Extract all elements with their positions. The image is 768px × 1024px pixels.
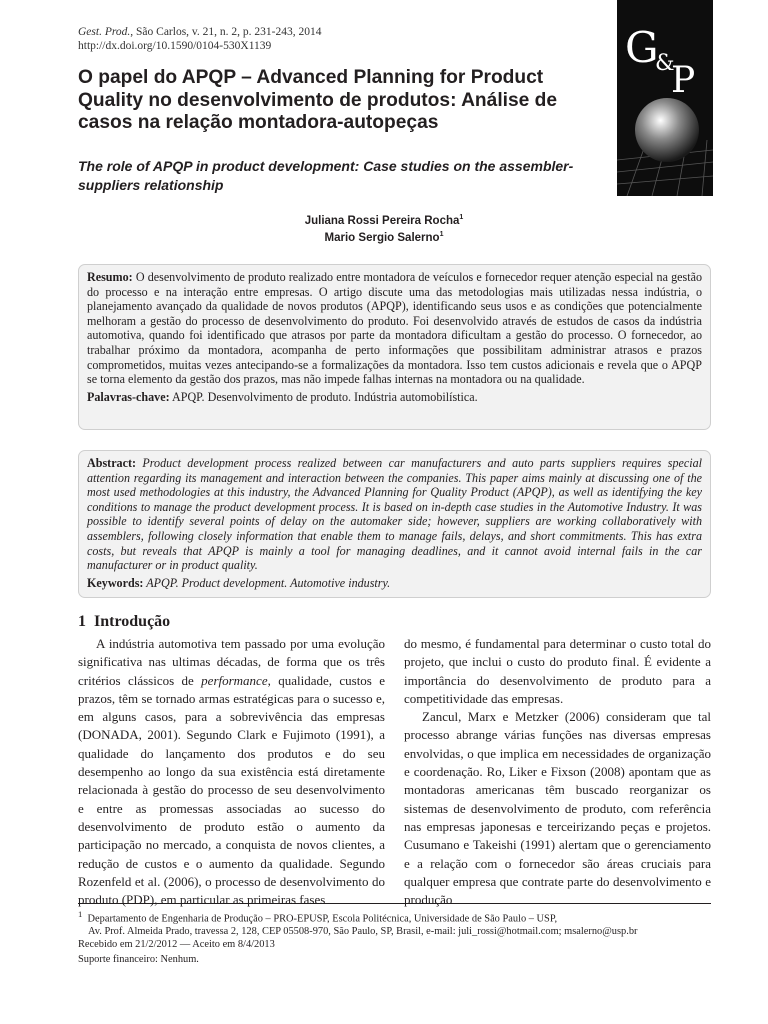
received-accepted-dates: Recebido em 21/2/2012 — Aceito em 8/4/2013	[78, 939, 275, 950]
abstract-label: Abstract:	[87, 456, 137, 470]
logo-letter-p: P	[671, 60, 696, 101]
logo-ampersand: &	[655, 51, 675, 76]
footnote-line-2: Av. Prof. Almeida Prado, travessa 2, 128, CEP 05508-970, São Paulo, SP, Brasil, e-mail: juli_rossi@hotmail.com; msalerno@usp.br	[88, 926, 638, 938]
logo-letter-g: G	[625, 23, 659, 72]
author-1	[0, 214, 768, 227]
resumo-box	[78, 264, 711, 430]
resumo-paragraph	[87, 270, 702, 387]
resumo-text: O desenvolvimento de produto realizado entre montadora de veículos e fornecedor requer atenção especial na gestão do processo e na interação entre empresas. O artigo discute uma das metodologias mais utilizadas nessa indústria, o planejamento avançado da qualidade de novos produtos (APQP), identificando seus usos e as condições que potencialmente melhoram a gestão do processo de desenvolvimento do produto. Foi desenvolvido através de estudos de casos da indústria automotiva, quando foi identificado que atrasos por parte da montadora dificultam a gestão do processo. O fornecedor, ao trabalhar próximo da montadora, acompanha de perto informações que possibilitam administrar atrasos e prazos comprometidos, muitas vezes antecipando-se a formalizações da montadora. Isso tem custos adicionais e revela que o APQP se torna elemento da gestão dos prazos, mas não impede falhas internas na montadora ou na qualidade.	[87, 270, 702, 387]
section-title: Introdução	[94, 613, 171, 630]
resumo-label: Resumo:	[87, 270, 133, 284]
abstract-box	[78, 450, 711, 598]
footnote-line-1-text: Departamento de Engenharia de Produção – PRO-EPUSP, Escola Politécnica, Universidade de São Paulo – USP,	[87, 913, 558, 925]
abstract-paragraph	[87, 456, 702, 573]
logo-sphere	[635, 98, 699, 162]
footnote-affiliation	[78, 908, 718, 939]
intro-paragraph-continued: do mesmo, é fundamental para determinar o custo total do projeto, que inclui o custo do produto final. É evidente a importância do desenvolvimento de produto para a competitividade das empresas.	[404, 636, 711, 706]
author-2	[0, 231, 768, 244]
footnote-marker: 1	[78, 909, 83, 919]
logo-graphic	[617, 0, 713, 196]
intro-paragraph-2: Zancul, Marx e Metzker (2006) consideram que tal processo abrange várias funções nas diversas empresas envolvidas, o que implica em necessidades de organização e coordenação. Ro, Liker e Fixson (2008) apontam que as montadoras americanas têm buscado reorganizar os sistemas de desenvolvimento de produto, com referência nas empresas japonesas e terceirizando peças e projetos. Cusumano e Takeishi (1991) alertam que o gerenciamento e a relação com o fornecedor são áreas cruciais para qualquer empresa que contrate parte do desenvolvimento e produção	[404, 709, 711, 908]
abstract-text: Product development process realized between car manufacturers and auto parts suppliers requires special attention regarding its management and interaction between the companies. This paper aims mainly at discussing one of the most used methodologies at this industry, the Advanced Planning for Quality Product (APQP), as well as identifying the key conditions to manage the product development process. It is based on in-depth case studies in the Automotive Industry. It was possible to identify several points of delay on the automaker side; however, suppliers are working collaboratively with assemblers, following closely information that enable them to manage fails, delays, and short commitments. This has extra costs, but reveals that APQP is mainly a tool for managing deadlines, and it cannot avoid internal fails in the car manufacturer or in product quality.	[87, 456, 702, 573]
intro-p1-emphasis: performance	[201, 672, 268, 688]
keywords-text: APQP. Product development. Automotive industry.	[143, 575, 391, 590]
intro-paragraph-1	[78, 635, 385, 909]
section-heading	[78, 613, 170, 631]
journal-logo	[617, 0, 713, 196]
palavras-chave-text: APQP. Desenvolvimento de produto. Indústria automobilística.	[169, 389, 478, 404]
footnote-line-1	[78, 908, 718, 926]
citation-details: , São Carlos, v. 21, n. 2, p. 231-243, 2014	[130, 26, 322, 38]
body-column-left	[78, 635, 385, 909]
author-2-affiliation-marker: 1	[439, 231, 444, 238]
intro-p1-part-b: , qualidade, custos e prazos, têm se tornado armas estratégicas para o sucesso e, em alguns casos, para a sobrevivência das empresas (DONADA, 2001). Segundo Clark e Fujimoto (1991), a qualidade do lançamento dos produtos e do seu desempenho ao longo da sua existência está diretamente relacionada à gestão do processo de seu desenvolvimento e entre as promessas associadas ao sucesso do desenvolvimento de produto estão o aumento da participação no mercado, a conquista de novos clientes, a redução de custos e o aumento da qualidade. Segundo Rozenfeld et al. (2006), o processo de desenvolvimento do produto (PDP), em particular as primeiras fases	[78, 672, 385, 908]
article-subtitle: The role of APQP in product development: Case studies on the assembler-suppliers relationship	[78, 158, 574, 193]
section-heading-text	[78, 613, 170, 631]
palavras-chave	[87, 390, 702, 405]
author-1-name: Juliana Rossi Pereira Rocha	[304, 214, 460, 227]
footnote-rule	[78, 903, 711, 904]
funding-note: Suporte financeiro: Nenhum.	[78, 954, 199, 965]
journal-citation	[78, 25, 322, 53]
author-2-name: Mario Sergio Salerno	[324, 231, 440, 244]
keywords-label: Keywords:	[87, 575, 144, 590]
doi-link[interactable]: http://dx.doi.org/10.1590/0104-530X1139	[78, 40, 272, 52]
intro-p1-part-a: A indústria automotiva tem passado por uma evolução significativa nas ultimas décadas, de forma que os três critérios clássicos de	[78, 636, 385, 688]
section-number: 1	[78, 613, 86, 630]
body-column-right	[404, 635, 711, 909]
author-1-affiliation-marker: 1	[459, 214, 464, 221]
journal-name: Gest. Prod.	[78, 26, 131, 38]
keywords	[87, 576, 702, 591]
palavras-chave-label: Palavras-chave:	[87, 389, 170, 404]
article-title: O papel do APQP – Advanced Planning for Product Quality no desenvolvimento de produtos: Análise de casos na relação montadora-autopeças	[78, 67, 558, 133]
